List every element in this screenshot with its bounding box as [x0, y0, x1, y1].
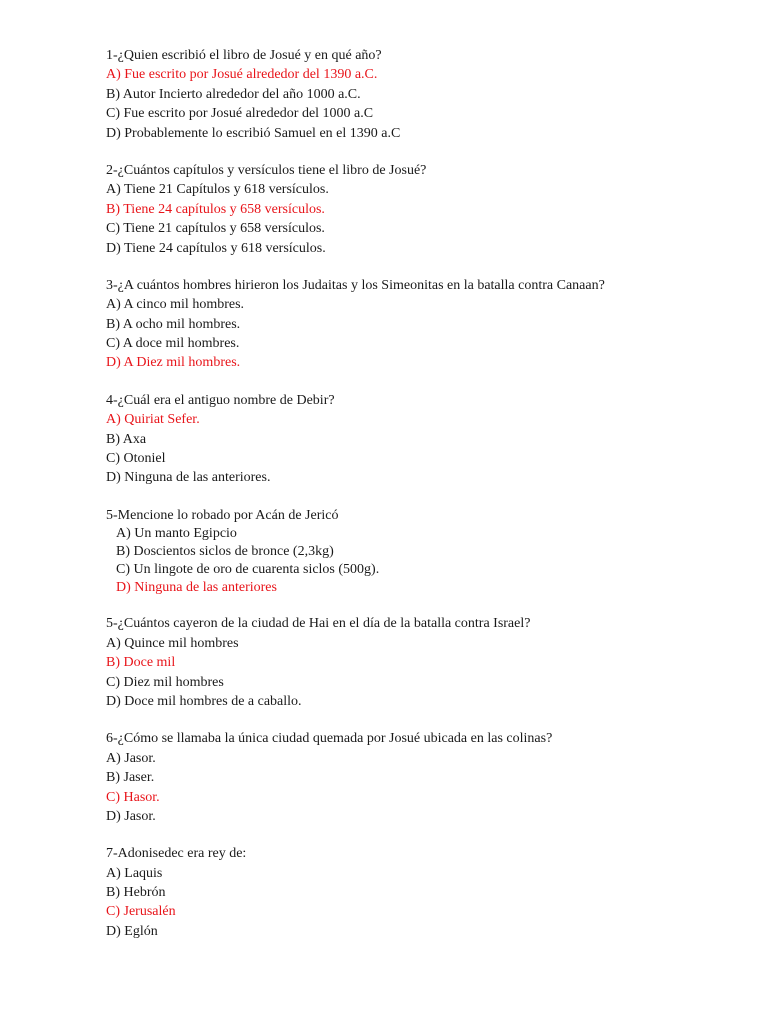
- answer-option: A) Quiriat Sefer.: [106, 412, 200, 428]
- question-title: 5-Mencione lo robado por Acán de Jericó: [106, 507, 339, 523]
- question-title: 4-¿Cuál era el antiguo nombre de Debir?: [106, 392, 335, 408]
- answer-option: D) Eglón: [106, 923, 158, 939]
- answer-option: B) Hebrón: [106, 885, 166, 901]
- quiz-document: [106, 46, 746, 959]
- answer-option: A) Laquis: [106, 865, 163, 881]
- question-block: [106, 844, 746, 941]
- answer-option: D) Doce mil hombres de a caballo.: [106, 693, 302, 709]
- question-block: [106, 614, 746, 711]
- answer-option: A) Fue escrito por Josué alrededor del 1390 a.C.: [106, 67, 378, 83]
- answer-option: A) A cinco mil hombres.: [106, 297, 245, 313]
- answer-option: C) Otoniel: [106, 451, 166, 467]
- question-title: 1-¿Quien escribió el libro de Josué y en qué año?: [106, 48, 382, 63]
- answer-option: D) Tiene 24 capítulos y 618 versículos.: [106, 240, 326, 256]
- question-title: 7-Adonisedec era rey de:: [106, 846, 247, 862]
- answer-option: A) Tiene 21 Capítulos y 618 versículos.: [106, 182, 329, 198]
- answer-option: C) A doce mil hombres.: [106, 336, 240, 352]
- question-title: 3-¿A cuántos hombres hirieron los Judaitas y los Simeonitas en la batalla contra Canaan?: [106, 277, 605, 293]
- question-block: [106, 391, 746, 488]
- question-block: [106, 506, 746, 597]
- answer-option: B) A ocho mil hombres.: [106, 316, 241, 332]
- answer-option: D) A Diez mil hombres.: [106, 355, 241, 371]
- answer-option: A) Jasor.: [106, 750, 156, 766]
- question-title: 6-¿Cómo se llamaba la única ciudad quemada por Josué ubicada en las colinas?: [106, 731, 553, 747]
- answer-option: D) Jasor.: [106, 808, 156, 824]
- question-block: [106, 161, 746, 258]
- answer-option: C) Un lingote de oro de cuarenta siclos (500g).: [116, 561, 380, 577]
- question-title: 5-¿Cuántos cayeron de la ciudad de Hai en el día de la batalla contra Israel?: [106, 616, 531, 632]
- answer-option: C) Diez mil hombres: [106, 674, 224, 690]
- answer-option: C) Hasor.: [106, 789, 160, 805]
- answer-option: B) Axa: [106, 431, 147, 447]
- question-block: [106, 46, 746, 143]
- answer-option: A) Quince mil hombres: [106, 635, 239, 651]
- question-block: [106, 729, 746, 826]
- answer-option: B) Tiene 24 capítulos y 658 versículos.: [106, 201, 325, 217]
- answer-option: B) Doscientos siclos de bronce (2,3kg): [116, 544, 334, 559]
- answer-option: C) Jerusalén: [106, 904, 176, 920]
- question-block: [106, 276, 746, 373]
- answer-option: C) Tiene 21 capítulos y 658 versículos.: [106, 221, 325, 237]
- answer-option: D) Ninguna de las anteriores: [116, 579, 277, 595]
- answer-option: C) Fue escrito por Josué alrededor del 1000 a.C: [106, 106, 374, 122]
- answer-option: A) Un manto Egipcio: [116, 526, 237, 542]
- question-title: 2-¿Cuántos capítulos y versículos tiene el libro de Josué?: [106, 162, 427, 178]
- answer-option: D) Probablemente lo escribió Samuel en el 1390 a.C: [106, 125, 401, 141]
- answer-option: B) Doce mil: [106, 655, 176, 671]
- answer-option: B) Jaser.: [106, 770, 155, 786]
- answer-option: B) Autor Incierto alrededor del año 1000 a.C.: [106, 86, 361, 102]
- answer-option: D) Ninguna de las anteriores.: [106, 470, 271, 486]
